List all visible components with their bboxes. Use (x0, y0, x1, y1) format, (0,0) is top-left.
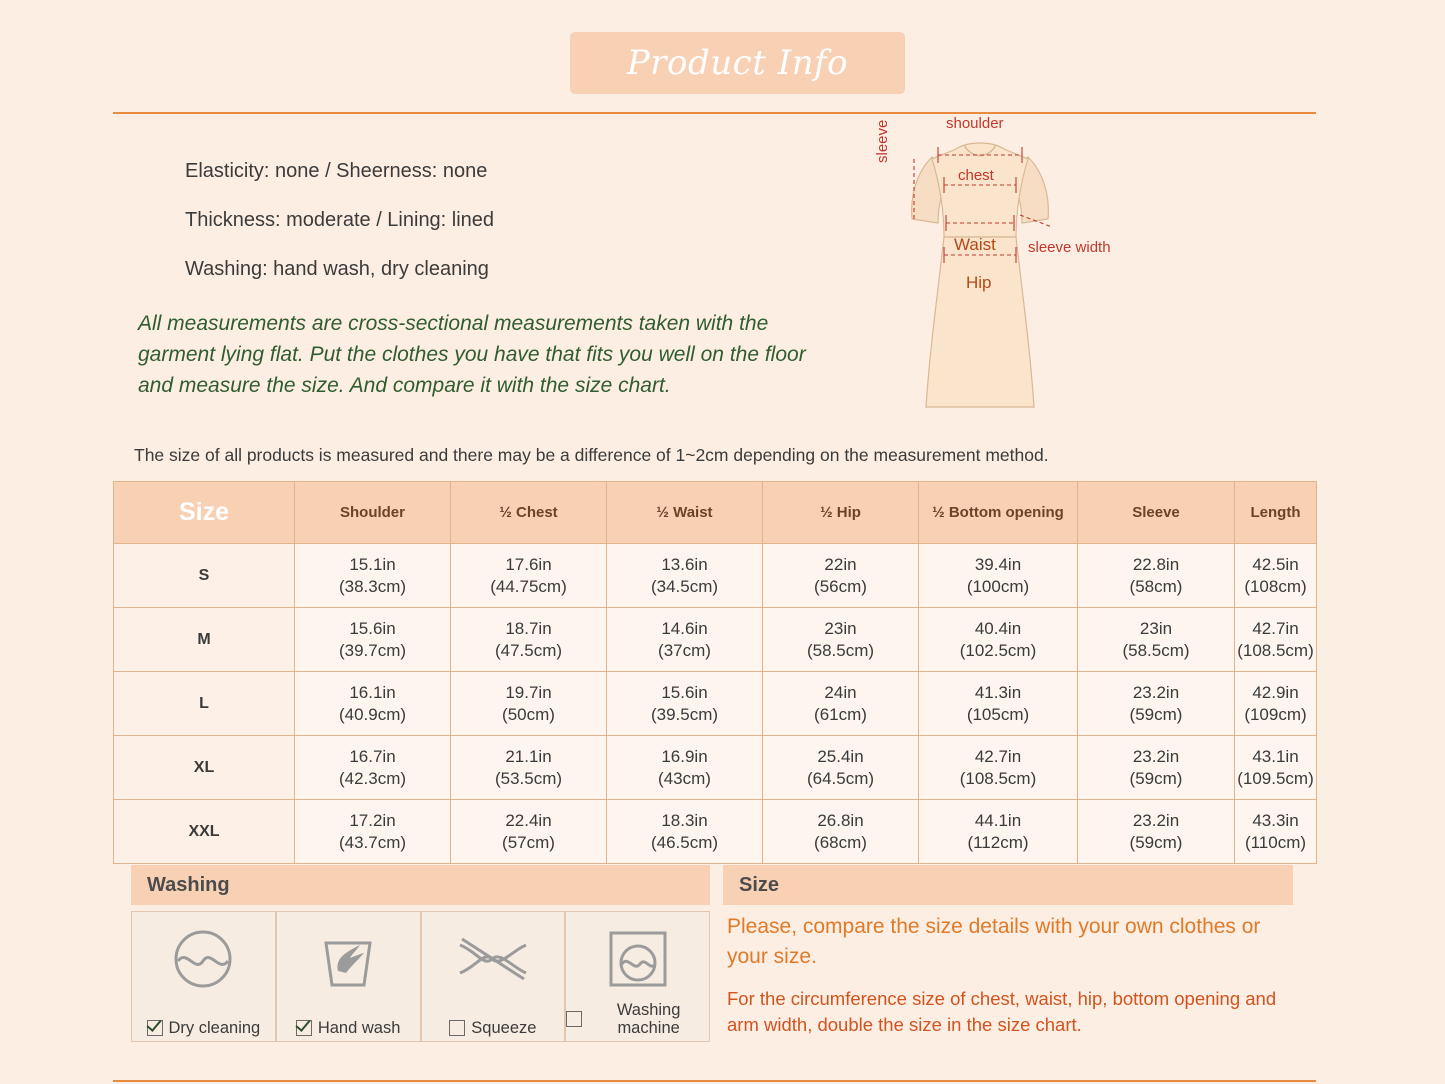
cell-length (1235, 672, 1317, 736)
value-cm: (112cm) (967, 832, 1029, 852)
value-cm: (47.5cm) (494, 640, 563, 660)
value-inch: 23in (824, 619, 857, 639)
value-inch: 23.2in (1132, 683, 1180, 703)
row-size-label: M (114, 608, 295, 672)
size-chart-header-row (114, 482, 1317, 544)
value-cm: (109cm) (1244, 704, 1307, 724)
value-cm: (59cm) (1129, 704, 1183, 724)
value-inch: 21.1in (505, 747, 552, 767)
sleeve-width-label: sleeve width (1028, 239, 1111, 256)
value-cm: (64.5cm) (806, 768, 875, 788)
page-title: Product Info (626, 43, 849, 83)
cell-chest (451, 736, 607, 800)
dress-illustration-svg (860, 115, 1170, 435)
cell-sleeve (1078, 672, 1235, 736)
cell-waist (607, 800, 763, 864)
value-cm: (46.5cm) (650, 832, 719, 852)
dry-cleaning-label: Dry cleaning (168, 1018, 261, 1037)
washing-option-washing-machine[interactable] (565, 911, 710, 1042)
cell-bottom-opening (919, 544, 1078, 608)
cell-chest (451, 608, 607, 672)
squeeze-label-wrap (422, 1019, 565, 1037)
table-row (114, 672, 1317, 736)
washing-machine-icon (566, 920, 709, 998)
washing-machine-checkbox[interactable] (566, 1011, 582, 1027)
value-cm: (42.3cm) (338, 768, 407, 788)
cell-hip (763, 736, 919, 800)
cell-hip (763, 544, 919, 608)
value-cm: (58.5cm) (1122, 640, 1190, 660)
cell-shoulder (295, 608, 451, 672)
squeeze-label: Squeeze (471, 1018, 537, 1037)
sleeve-label: sleeve (874, 119, 891, 163)
no-squeeze-icon (422, 920, 565, 998)
col-header-length: Length (1235, 482, 1317, 544)
washing-icon-grid (131, 911, 710, 1042)
value-inch: 40.4in (974, 619, 1022, 639)
cell-chest (451, 800, 607, 864)
value-inch: 43.1in (1252, 747, 1299, 767)
value-inch: 15.6in (349, 619, 396, 639)
value-cm: (102.5cm) (959, 640, 1037, 660)
col-header-waist: ½ Waist (607, 482, 763, 544)
table-row (114, 608, 1317, 672)
value-inch: 17.6in (505, 555, 552, 575)
value-inch: 18.3in (661, 811, 708, 831)
value-cm: (57cm) (502, 832, 555, 852)
shoulder-label: shoulder (946, 115, 1004, 132)
value-cm: (108.5cm) (959, 768, 1037, 788)
value-inch: 25.4in (817, 747, 864, 767)
dry-cleaning-label-wrap (132, 1019, 275, 1037)
value-inch: 43.3in (1252, 811, 1299, 831)
cell-waist (607, 608, 763, 672)
waist-label: Waist (954, 235, 996, 254)
cell-length (1235, 544, 1317, 608)
value-inch: 16.7in (349, 747, 396, 767)
size-chart-table (113, 481, 1317, 864)
measurement-note: All measurements are cross-sectional measurements taken with the garment lying flat. Put the clothes you have that fits you well on the floor and measure the size. And compare it with the size chart. (138, 312, 806, 398)
washing-panel-header (131, 865, 710, 905)
value-inch: 22in (824, 555, 857, 575)
washing-machine-label-wrap (566, 1001, 709, 1037)
cell-shoulder (295, 672, 451, 736)
value-cm: (105cm) (966, 704, 1030, 724)
cell-bottom-opening (919, 800, 1078, 864)
table-row (114, 544, 1317, 608)
col-header-bottom-opening: ½ Bottom opening (919, 482, 1078, 544)
value-inch: 17.2in (349, 811, 396, 831)
cell-bottom-opening (919, 672, 1078, 736)
cell-waist (607, 672, 763, 736)
value-inch: 19.7in (505, 683, 552, 703)
cell-bottom-opening (919, 608, 1078, 672)
value-cm: (68cm) (814, 832, 867, 852)
value-cm: (44.75cm) (490, 576, 567, 596)
value-inch: 39.4in (974, 555, 1022, 575)
value-inch: 26.8in (817, 811, 864, 831)
value-inch: 42.9in (1252, 683, 1299, 703)
cell-length (1235, 800, 1317, 864)
cell-hip (763, 672, 919, 736)
cell-sleeve (1078, 608, 1235, 672)
cell-sleeve (1078, 736, 1235, 800)
row-size-label: XL (114, 736, 295, 800)
hand-wash-checkbox[interactable] (296, 1020, 312, 1036)
value-cm: (59cm) (1129, 832, 1183, 852)
info-line-elasticity: Elasticity: none / Sheerness: none (185, 160, 488, 182)
row-size-label: XXL (114, 800, 295, 864)
page-title-band (570, 32, 905, 94)
value-inch: 16.1in (349, 683, 396, 703)
cell-shoulder (295, 544, 451, 608)
hand-wash-icon (277, 920, 420, 998)
row-size-label: S (114, 544, 295, 608)
col-header-chest: ½ Chest (451, 482, 607, 544)
washing-machine-label: Washing machine (616, 1000, 681, 1037)
value-cm: (110cm) (1244, 832, 1307, 852)
value-cm: (100cm) (966, 576, 1030, 596)
size-panel-body (727, 912, 1297, 1038)
top-divider (113, 112, 1316, 114)
product-info-list (185, 160, 845, 307)
bottom-divider (113, 1080, 1316, 1082)
value-cm: (39.5cm) (650, 704, 719, 724)
value-inch: 41.3in (974, 683, 1022, 703)
hip-label: Hip (966, 273, 992, 292)
info-line-thickness: Thickness: moderate / Lining: lined (185, 209, 495, 231)
col-header-size: Size (114, 482, 295, 544)
value-inch: 23in (1139, 619, 1173, 639)
value-cm: (43cm) (658, 768, 711, 788)
value-inch: 44.1in (974, 811, 1022, 831)
dry-cleaning-checkbox[interactable] (147, 1020, 163, 1036)
size-panel-line1: Please, compare the size details with your own clothes or your size. (727, 915, 1261, 968)
value-cm: (50cm) (502, 704, 555, 724)
value-inch: 42.7in (1252, 619, 1299, 639)
value-inch: 18.7in (505, 619, 552, 639)
value-cm: (59cm) (1129, 768, 1183, 788)
value-inch: 16.9in (661, 747, 708, 767)
value-cm: (109.5cm) (1237, 768, 1314, 788)
cell-shoulder (295, 736, 451, 800)
washing-option-squeeze[interactable] (421, 911, 566, 1042)
value-inch: 22.8in (1132, 555, 1180, 575)
col-header-hip: ½ Hip (763, 482, 919, 544)
value-inch: 42.7in (974, 747, 1022, 767)
value-cm: (53.5cm) (494, 768, 563, 788)
value-inch: 23.2in (1132, 747, 1180, 767)
cell-sleeve (1078, 800, 1235, 864)
size-panel-line2: For the circumference size of chest, waist, hip, bottom opening and arm width, double the size in the size chart. (727, 987, 1277, 1035)
value-inch: 15.6in (661, 683, 708, 703)
cell-chest (451, 672, 607, 736)
squeeze-checkbox[interactable] (449, 1020, 465, 1036)
value-inch: 15.1in (349, 555, 396, 575)
washing-option-dry-cleaning[interactable] (131, 911, 276, 1042)
cell-hip (763, 608, 919, 672)
value-inch: 23.2in (1132, 811, 1180, 831)
value-inch: 14.6in (661, 619, 708, 639)
cell-chest (451, 544, 607, 608)
dry-cleaning-icon (132, 920, 275, 998)
value-cm: (38.3cm) (338, 576, 407, 596)
value-cm: (56cm) (814, 576, 867, 596)
size-panel-title: Size (739, 873, 780, 896)
cell-length (1235, 736, 1317, 800)
value-cm: (34.5cm) (650, 576, 719, 596)
hand-wash-label-wrap (277, 1019, 420, 1037)
table-row (114, 800, 1317, 864)
value-cm: (58cm) (1129, 576, 1183, 596)
washing-option-hand-wash[interactable] (276, 911, 421, 1042)
size-panel-header (723, 865, 1293, 905)
cell-length (1235, 608, 1317, 672)
row-size-label: L (114, 672, 295, 736)
value-inch: 13.6in (661, 555, 708, 575)
hand-wash-label: Hand wash (317, 1018, 401, 1037)
dress-diagram (860, 115, 1170, 435)
value-cm: (61cm) (814, 704, 867, 724)
cell-hip (763, 800, 919, 864)
value-cm: (39.7cm) (338, 640, 407, 660)
size-chart-body (114, 544, 1317, 864)
value-cm: (43.7cm) (338, 832, 407, 852)
col-header-shoulder: Shoulder (295, 482, 451, 544)
value-cm: (40.9cm) (338, 704, 407, 724)
col-header-sleeve: Sleeve (1078, 482, 1235, 544)
value-inch: 42.5in (1252, 555, 1299, 575)
value-inch: 24in (824, 683, 857, 703)
value-cm: (108.5cm) (1237, 640, 1314, 660)
cell-waist (607, 544, 763, 608)
info-line-washing: Washing: hand wash, dry cleaning (185, 258, 489, 280)
value-inch: 22.4in (505, 811, 552, 831)
cell-sleeve (1078, 544, 1235, 608)
cell-bottom-opening (919, 736, 1078, 800)
cell-waist (607, 736, 763, 800)
chest-label: chest (958, 167, 994, 184)
value-cm: (37cm) (658, 640, 711, 660)
table-row (114, 736, 1317, 800)
value-cm: (58.5cm) (806, 640, 875, 660)
cell-shoulder (295, 800, 451, 864)
measurement-tolerance-note: The size of all products is measured and there may be a difference of 1~2cm depending on the measurement method. (134, 445, 1049, 465)
value-cm: (108cm) (1244, 576, 1307, 596)
washing-panel-title: Washing (147, 873, 230, 896)
